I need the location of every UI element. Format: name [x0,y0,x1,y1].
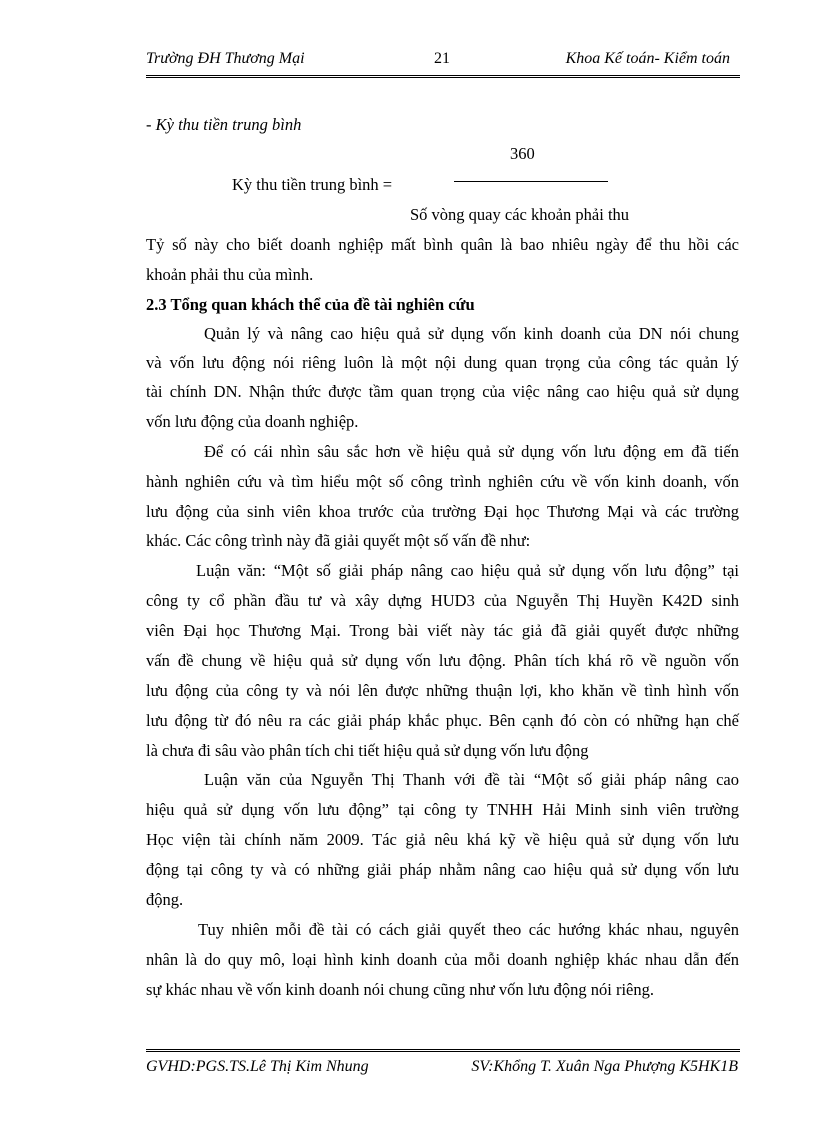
paragraph-line: khoản phải thu của mình. [146,265,314,284]
paragraph-line: vấn đề chung về hiệu quả sử dụng vốn lưu động. Phân tích khá rõ về nguồn vốn [146,651,739,670]
formula-denominator: Số vòng quay các khoản phải thu [410,205,630,224]
formula-numerator: 360 [510,144,535,163]
paragraph-line: Để có cái nhìn sâu sắc hơn về hiệu quả sử dụng vốn lưu động em đã tiến [204,442,739,461]
paragraph-line: vốn lưu động của doanh nghiệp. [146,412,359,431]
header-divider [146,75,740,78]
page-number: 21 [434,50,450,67]
paragraph-line: lưu động từ đó nêu ra các giải pháp khắc phục. Bên cạnh đó còn có những hạn chế [146,711,739,730]
section-title: 2.3 Tổng quan khách thể của đề tài nghiên cứu [146,295,475,314]
footer-divider [146,1049,740,1052]
paragraph-line: hiệu quả sử dụng vốn lưu động” tại công ty TNHH Hải Minh sinh viên trường [146,800,739,819]
paragraph-line: khác. Các công trình này đã giải quyết một số vấn đề như: [146,531,531,550]
paragraph-line: và vốn lưu động nói riêng luôn là một nội dung quan trọng của công tác quản lý [146,353,739,372]
paragraph-line: là chưa đi sâu vào phân tích chi tiết hiệu quả sử dụng vốn lưu động [146,741,589,760]
paragraph-line: công ty cổ phần đầu tư và xây dựng HUD3 của Nguyễn Thị Huyền K42D sinh [146,591,739,610]
header-department: Khoa Kế toán- Kiểm toán [565,50,730,67]
paragraph-line: sự khác nhau về vốn kinh doanh nói chung cũng như vốn lưu động nói riêng. [146,980,655,999]
paragraph-line: Tỷ số này cho biết doanh nghiệp mất bình quân là bao nhiêu ngày để thu hồi các [146,235,739,254]
formula-heading: - Kỳ thu tiền trung bình [146,115,302,134]
paragraph-line: hành nghiên cứu và tìm hiểu một số công trình nghiên cứu về vốn kinh doanh, vốn [146,472,739,491]
footer-supervisor: GVHD:PGS.TS.Lê Thị Kim Nhung [146,1058,369,1075]
fraction-bar [454,181,608,182]
formula-label: Kỳ thu tiền trung bình = [232,175,393,194]
page-header [146,48,740,72]
paragraph-line: Luận văn: “Một số giải pháp nâng cao hiệu quả sử dụng vốn lưu động” tại [196,561,739,580]
paragraph-line: lưu động của sinh viên khoa trước của trường Đại học Thương Mại và các trường [146,502,739,521]
paragraph-line: Tuy nhiên mỗi đề tài có cách giải quyết theo các hướng khác nhau, nguyên [198,920,739,939]
paragraph-line: Luận văn của Nguyễn Thị Thanh với đề tài “Một số giải pháp nâng cao [204,770,739,789]
page-footer [146,1058,740,1082]
paragraph-line: tài chính DN. Nhận thức được tầm quan trọng của việc nâng cao hiệu quả sử dụng [146,382,739,401]
header-school: Trường ĐH Thương Mại [146,50,305,67]
paragraph-line: động tại công ty và có những giải pháp nhằm nâng cao hiệu quả sử dụng vốn lưu [146,860,739,879]
paragraph-line: Học viện tài chính năm 2009. Tác giả nêu khá kỹ về hiệu quả sử dụng vốn lưu [146,830,739,849]
paragraph-line: động. [146,890,184,909]
paragraph-line: nhân là do quy mô, loại hình kinh doanh của mỗi doanh nghiệp khác nhau dẫn đến [146,950,739,969]
paragraph-line: viên Đại học Thương Mại. Trong bài viết này tác giả đã giải quyết được những [146,621,739,640]
paragraph-line: lưu động của công ty và nói lên được những thuận lợi, kho khăn về tình hình vốn [146,681,739,700]
footer-student: SV:Khổng T. Xuân Nga Phượng K5HK1B [471,1058,738,1075]
paragraph-line: Quản lý và nâng cao hiệu quả sử dụng vốn kinh doanh của DN nói chung [204,324,739,343]
